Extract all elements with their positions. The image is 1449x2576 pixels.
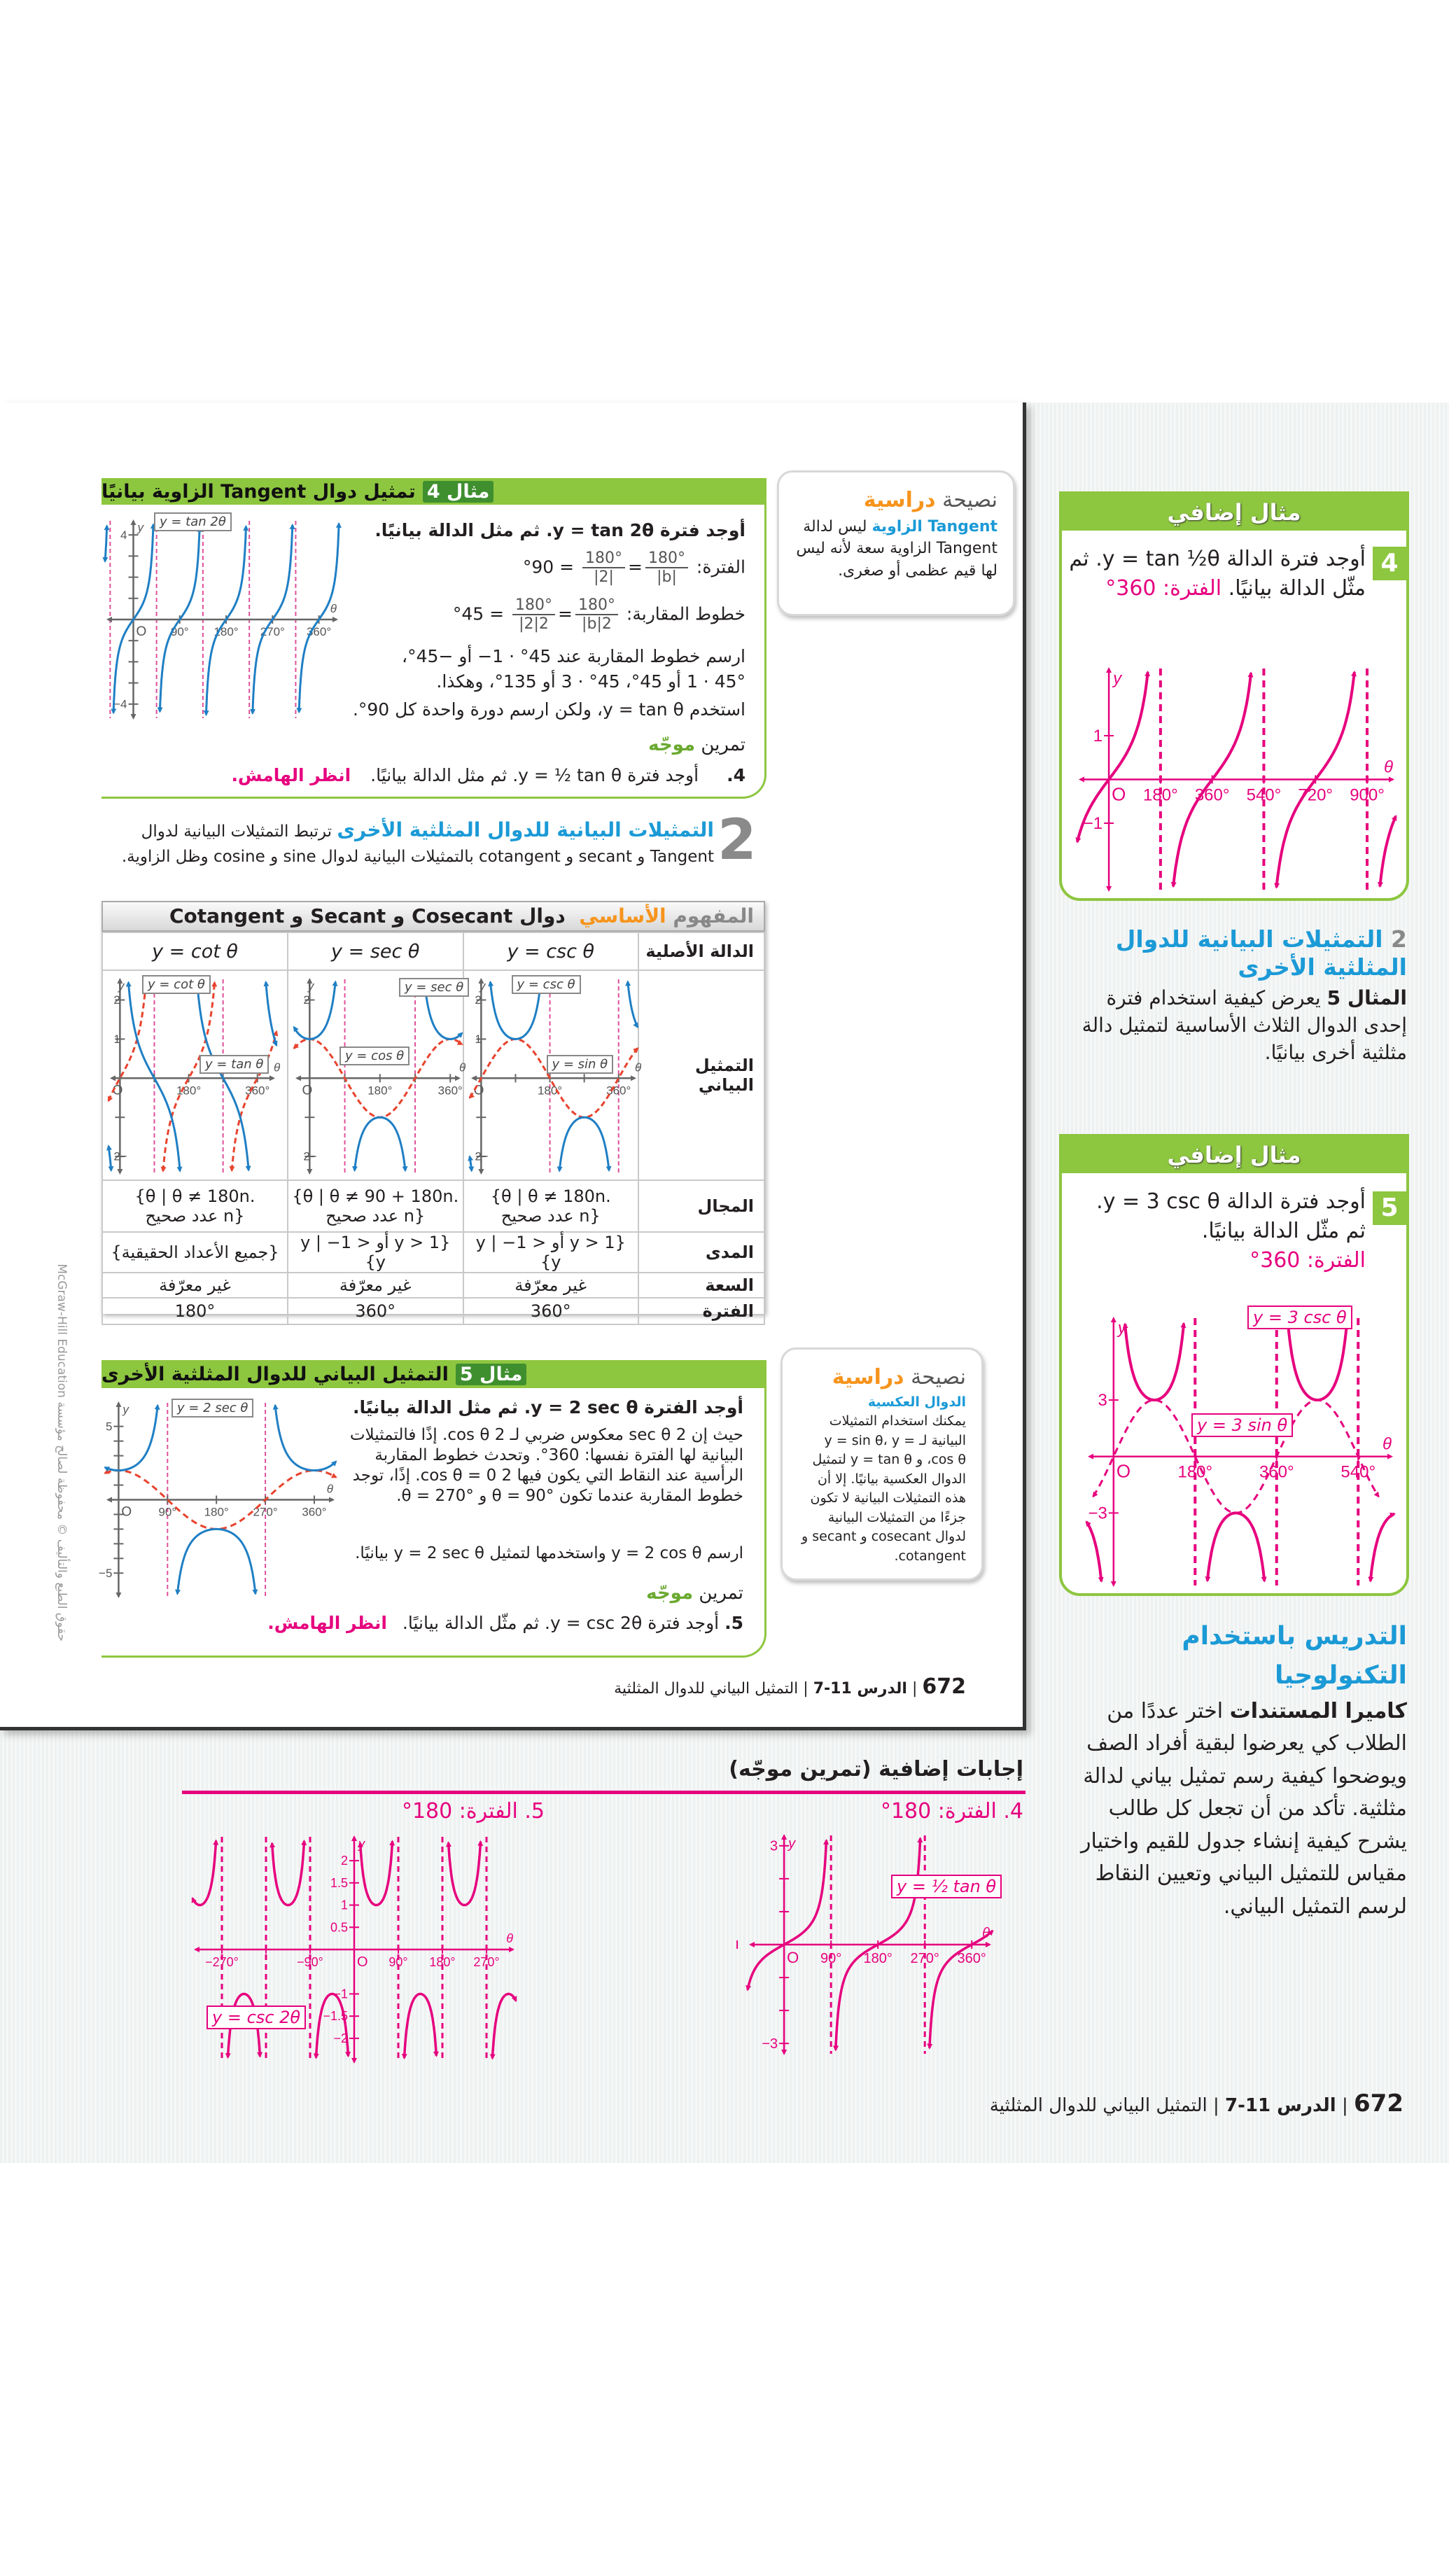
tip-body: يمكنك استخدام التمثيلات البيانية لـ y = sin θ، y = cos θ، و y = tan θ لتمثيل الدوال العكسية بيانيًا. إلا أن هذه التمثيلات البيانية لا تكون جزءًا من التمثيلات البيانية لدوال cosecant و secant و cotangent. xyxy=(802,1413,966,1564)
graph-canvas xyxy=(1086,1315,1394,1588)
tech-body: اختر عددًا من الطلاب كي يعرضوا لبقية أفراد الصف ويوضحوا كيفية رسم تمثيل بياني لدالة مثلثية. تأكد من أن تجعل كل طالب يشرح كيفية إنشاء جدول للقيم واختيار مقياس للتمثيل البياني وتعيين النقاط لرسم التمثيل البياني. xyxy=(1081,1698,1407,1919)
cell-range: {y > 1 أو y | −1 > y} xyxy=(463,1232,639,1273)
see-margin-link[interactable]: انظر الهامش. xyxy=(267,1613,387,1633)
lesson-number: الدرس 11-7 xyxy=(813,1680,907,1698)
y-tick-label: 1 xyxy=(113,1032,120,1046)
x-tick-label: 360° xyxy=(302,1505,327,1519)
function-label: y = cot θ xyxy=(142,975,211,994)
y-tick-label: −2 xyxy=(113,1149,127,1163)
tech-subtitle: كاميرا المستندات xyxy=(1229,1698,1407,1723)
tech-title: التدريس باستخدام التكنولوجيا xyxy=(1182,1622,1407,1690)
x-axis-label: θ xyxy=(459,1060,466,1074)
y-tick-label: 1 xyxy=(1093,727,1103,746)
page-number: 672 xyxy=(922,1674,966,1699)
x-tick-label: 270° xyxy=(260,625,285,638)
study-tip-2 xyxy=(780,1348,983,1581)
draw-text-1: ارسم خطوط المقاربة عند 45° · 1− أو −45°، xyxy=(402,646,746,666)
y-axis-label: y xyxy=(1113,669,1122,688)
guided-item-5: 5. أوجد فترة y = csc 2θ. ثم مثّل الدالة بيانيًا. انظر الهامش. xyxy=(267,1613,743,1633)
function-label: y = tan θ xyxy=(200,1055,269,1074)
row-label: المدى xyxy=(638,1232,764,1273)
cell-amplitude: غير معرّفة xyxy=(288,1273,463,1298)
csc-2theta-curve xyxy=(449,1842,481,1905)
answer: الفترة: 360° xyxy=(1105,576,1222,601)
example-badge: 4 xyxy=(1373,547,1406,580)
y-axis-label: y xyxy=(358,1837,365,1851)
example-prompt: أوجد فترة y = tan 2θ. ثم مثل الدالة بيانيًا. xyxy=(374,520,746,540)
x-tick-label: 180° xyxy=(214,625,239,638)
graph-canvas xyxy=(748,1833,993,2057)
origin-label: O xyxy=(787,1949,799,1966)
tip-title: نصيحة دراسية xyxy=(832,1365,966,1390)
example-label: مثال 5 xyxy=(456,1364,527,1385)
see-margin-link[interactable]: انظر الهامش. xyxy=(231,765,351,785)
y-tick-label: −3 xyxy=(1088,1504,1107,1523)
answer-5: 5. الفترة: 180° xyxy=(401,1799,545,1823)
answer-4: 4. الفترة: 180° xyxy=(880,1799,1023,1823)
y-tick-label: 1 xyxy=(340,1898,348,1912)
example-title: التمثيل البياني للدوال المثلثية الأخرى xyxy=(102,1363,449,1385)
asymptote-result: = 45° xyxy=(452,603,505,624)
x-tick-label: 90° xyxy=(170,625,189,638)
example-5-body xyxy=(0,0,743,1652)
x-tick-label: 360° xyxy=(1259,1462,1294,1482)
function-label: y = 3 csc θ xyxy=(1247,1306,1352,1329)
3-csc-curve xyxy=(1288,1324,1347,1400)
function-label: y = csc 2θ xyxy=(206,2005,306,2029)
key-concept-header: المفهوم الأساسي دوال Cosecant و Secant و Cotangent xyxy=(102,901,765,932)
teaching-with-technology xyxy=(1078,1617,1407,1923)
x-axis-label: θ xyxy=(634,1060,641,1074)
csc-2theta-curve xyxy=(492,1994,516,2059)
origin-label: O xyxy=(112,1083,123,1098)
x-tick-label: 360° xyxy=(1194,785,1230,805)
x-tick-label: 90° xyxy=(158,1505,177,1519)
graph-3-csc xyxy=(1086,1308,1394,1588)
x-tick-label: 540° xyxy=(1246,785,1282,805)
cell-amplitude: غير معرّفة xyxy=(463,1273,639,1298)
guided-item-4: 4.أوجد فترة y = ½ tan θ. ثم مثل الدالة بيانيًا. انظر الهامش. xyxy=(231,765,746,785)
additional-answers-title: إجابات إضافية (تمرين موجّه) xyxy=(729,1757,1023,1782)
y-tick-label: 5 xyxy=(105,1420,113,1434)
cell-range: {y > 1 أو y | −1 > y} xyxy=(288,1232,463,1273)
x-tick-label: 90° xyxy=(820,1951,842,1966)
origin-label: O xyxy=(473,1083,484,1098)
y-tick-label: −2 xyxy=(333,2031,348,2045)
x-axis-label: θ xyxy=(982,1926,990,1941)
y-axis-label: y xyxy=(307,979,314,993)
asymptote-formula: خطوط المقاربة: $\frac{180^\circ}{2|b|}$ = $\frac{180^\circ}{2|2|}$ = 45° xyxy=(452,596,746,634)
3-csc-curve xyxy=(1086,1522,1101,1581)
section-title: التمثيلات البيانية للدوال المثلثية الأخرى xyxy=(337,818,714,841)
y-tick-label: 4 xyxy=(120,528,127,542)
section-number: 2 xyxy=(718,807,757,872)
y-tick-label: 1.5 xyxy=(330,1875,348,1890)
graph-canvas xyxy=(1077,666,1396,893)
function-label: y = sec θ xyxy=(399,978,469,997)
extra-example-5 xyxy=(1059,1134,1409,1596)
x-tick-label: 180° xyxy=(176,1084,202,1098)
y-tick-label: 0.5 xyxy=(330,1920,348,1935)
x-tick-label: 360° xyxy=(438,1084,463,1098)
period-formula: الفترة: $\frac{180^\circ}{|b|}$ = $\frac{180^\circ}{|2|}$ = 90° xyxy=(522,550,746,587)
cell-range: {جميع الأعداد الحقيقية} xyxy=(102,1232,288,1273)
x-tick-label: −90° xyxy=(297,1955,323,1969)
y-tick-label: 1 xyxy=(474,1032,482,1046)
lesson-number: الدرس 11-7 xyxy=(1225,2095,1336,2116)
3-csc-curve xyxy=(1125,1324,1184,1400)
graph-answer-5 xyxy=(192,1834,516,2065)
x-axis-label: θ xyxy=(1382,1434,1392,1454)
y-axis-label: y xyxy=(479,979,485,993)
x-tick-label: 270° xyxy=(473,1955,500,1969)
row-label: الدالة الأصلية xyxy=(638,932,764,970)
y-tick-label: −5 xyxy=(99,1566,113,1580)
lesson-title: التمثيل البياني للدوال المثلثية xyxy=(989,2095,1208,2116)
function-label: y = 2 sec θ xyxy=(172,1399,253,1418)
function-label: y = cos θ xyxy=(340,1046,410,1065)
period-label: الفترة: xyxy=(696,556,746,578)
x-tick-label: 270° xyxy=(910,1951,939,1966)
example-paragraph: حيث إن 2 sec θ معكوس ضربي لـ 2 cos θ. إذًا فالتمثيلات البيانية لها الفترة نفسها: 360°. وتحدث خطوط المقاربة الرأسية عند النقاط التي يكون فيها 2 cos θ = 0. إذًا، توجد خطوط المقاربة عندما تكون θ = 90° و θ = 270°. xyxy=(349,1426,743,1505)
y-tick-label: 2 xyxy=(113,993,120,1007)
x-tick-label: 180° xyxy=(537,1084,562,1098)
y-tick-label: −2 xyxy=(474,1149,489,1163)
fraction: $\frac{180^\circ}{2|2|}$ xyxy=(512,596,555,634)
y-axis-label: y xyxy=(122,1403,129,1416)
margin-section-2-body: المثال 5 يعرض كيفية استخدام فترة إحدى الدوال الثلاث الأساسية لتمثيل دالة مثلثية أخرى بيانيًا. xyxy=(1082,986,1407,1064)
margin-section-2-title: 2 التمثيلات البيانية للدوال المثلثية الأخرى xyxy=(1115,925,1407,981)
function-label: y = ½ tan θ xyxy=(891,1875,1002,1898)
tip-title: نصيحة دراسية xyxy=(863,488,997,512)
x-axis-label: θ xyxy=(326,1482,333,1496)
y-tick-label: 3 xyxy=(1098,1391,1107,1410)
tip-subtitle: Tangent الزاوية xyxy=(872,517,997,536)
x-axis-label: θ xyxy=(506,1931,513,1945)
3-csc-curve xyxy=(1371,1514,1394,1581)
y-tick-label: −1 xyxy=(1083,814,1103,833)
draw-text: ارسم y = 2 cos θ واستخدمها لتمثيل y = 2 sec θ بيانيًا. xyxy=(355,1544,743,1562)
x-tick-label: 90° xyxy=(388,1955,408,1969)
x-tick-label: 180° xyxy=(368,1084,393,1098)
y-tick-label: −1.5 xyxy=(323,2009,348,2024)
extra-example-text: أوجد فترة الدالة y = 3 csc θ. ثم مثّل الدالة بيانيًا. الفترة: 360° xyxy=(1065,1187,1366,1275)
origin-label: O xyxy=(121,1504,132,1520)
y-tick-label: 2 xyxy=(303,993,310,1007)
y-tick-label: 2 xyxy=(340,1854,348,1868)
cell-domain: .θ | θ ≠ 180n} {n عدد صحيح xyxy=(102,1180,288,1232)
x-tick-label: 180° xyxy=(429,1955,456,1969)
x-tick-label: 180° xyxy=(204,1505,229,1519)
x-tick-label: 720° xyxy=(1298,785,1334,805)
x-tick-label: 540° xyxy=(1340,1462,1376,1482)
function-label: y = 3 sin θ xyxy=(1191,1413,1293,1437)
x-tick-label: 900° xyxy=(1350,785,1385,805)
x-tick-label: 360° xyxy=(957,1951,986,1966)
graph-answer-4 xyxy=(748,1833,997,2057)
lesson-title: التمثيل البياني للدوال المثلثية xyxy=(614,1680,799,1698)
fraction: $\frac{180^\circ}{|2|}$ xyxy=(582,550,625,587)
page-number: 672 xyxy=(1354,2090,1404,2118)
example-badge: 5 xyxy=(1373,1191,1406,1225)
origin-label: O xyxy=(357,1954,368,1970)
x-axis-label: θ xyxy=(330,602,337,615)
inner-page-footer: 672 | الدرس 11-7 | التمثيل البياني للدوال المثلثية xyxy=(614,1674,966,1699)
tip-subtitle: الدوال العكسية xyxy=(867,1394,966,1410)
function-label: y = csc θ xyxy=(512,975,581,994)
csc-2theta-curve xyxy=(272,1841,304,1905)
extra-example-4 xyxy=(1059,491,1409,901)
x-tick-label: 360° xyxy=(306,625,332,638)
fraction: $\frac{180^\circ}{|b|}$ xyxy=(645,550,688,587)
x-tick-label: 360° xyxy=(606,1084,631,1098)
cell-function: y = cot θ xyxy=(102,932,288,970)
x-tick-label: 270° xyxy=(253,1505,278,1519)
x-axis-label: θ xyxy=(274,1060,281,1074)
half-tan-curve xyxy=(748,1840,827,1990)
y-axis-label: y xyxy=(1117,1319,1126,1338)
example-label: مثال 4 xyxy=(423,481,494,503)
answers-divider xyxy=(182,1791,1026,1794)
study-tip-1 xyxy=(777,470,1015,616)
graph-canvas xyxy=(192,1834,516,2065)
origin-label: O xyxy=(1116,1460,1131,1482)
function-label: y = sin θ xyxy=(547,1055,614,1074)
use-text: استخدم y = tan θ، ولكن ارسم دورة واحدة كل 90°. xyxy=(352,699,746,720)
margin-section-2 xyxy=(1060,925,1407,1066)
y-axis-label: y xyxy=(788,1836,796,1851)
tan-half-theta-curve xyxy=(1380,816,1396,886)
csc-2theta-curve xyxy=(192,1841,216,1905)
asymptote-label: خطوط المقاربة: xyxy=(626,603,746,624)
csc-2theta-curve xyxy=(360,1841,393,1905)
csc-2theta-curve xyxy=(316,1994,349,2058)
tip-body: ليس لدالة Tangent الزاوية سعة لأنه ليس لها قيم عظمى أو صغرى. xyxy=(796,517,997,580)
answer: الفترة: 360° xyxy=(1250,1248,1366,1273)
cell-amplitude: غير معرّفة xyxy=(102,1273,288,1298)
row-label: التمثيل البياني xyxy=(638,970,764,1180)
y-tick-label: −3 xyxy=(762,2036,778,2052)
x-tick-label: −270° xyxy=(205,1955,239,1969)
x-tick-label: 360° xyxy=(245,1084,270,1098)
x-axis-label: θ xyxy=(1383,757,1393,777)
page-footer: 672 | الدرس 11-7 | التمثيل البياني للدوال المثلثية xyxy=(989,2090,1404,2118)
graph-tan-half-theta xyxy=(1077,666,1396,893)
y-tick-label: −4 xyxy=(113,697,127,711)
half-tan-curve xyxy=(930,1931,993,2047)
function-label: y = tan 2θ xyxy=(154,512,232,531)
x-tick-label: 180° xyxy=(1143,785,1178,805)
y-tick-label: −1 xyxy=(333,1987,348,2001)
cell-function: y = sec θ xyxy=(288,932,463,970)
section-body: ترتبط التمثيلات البيانية لدوال Tangent و secant و cotangent بالتمثيلات البيانية لدوال sine و cosine وظل الزاوية. xyxy=(121,822,714,866)
guided-practice-label: تمرين موجّه xyxy=(646,1583,743,1604)
origin-label: O xyxy=(136,624,147,639)
cell-period: 180° xyxy=(102,1298,288,1324)
row-label: الفترة xyxy=(638,1298,764,1324)
extra-example-header: مثال إضافي xyxy=(1062,1137,1406,1173)
cell-period: 360° xyxy=(463,1298,639,1324)
x-tick-label: 180° xyxy=(1177,1462,1213,1482)
cell-period: 360° xyxy=(288,1298,463,1324)
x-tick-label: 180° xyxy=(863,1951,892,1966)
cell-domain: .θ | θ ≠ 90 + 180n} {n عدد صحيح xyxy=(288,1180,463,1232)
example-title: تمثيل دوال Tangent الزاوية بيانيًا xyxy=(102,480,416,503)
row-label: السعة xyxy=(638,1273,764,1298)
cell-domain: .θ | θ ≠ 180n} {n عدد صحيح xyxy=(463,1180,639,1232)
csc-2theta-curve xyxy=(405,1994,437,2059)
guided-practice-label: تمرين موجّه xyxy=(648,734,746,755)
y-tick-label: 2 xyxy=(474,993,482,1007)
origin-label: O xyxy=(302,1083,313,1098)
3-csc-curve xyxy=(1208,1513,1265,1581)
fraction: $\frac{180^\circ}{2|b|}$ xyxy=(575,596,618,634)
copyright-text: حقوق الطبع والتأليف © محفوظة لصالح مؤسسة McGraw-Hill Education xyxy=(55,1264,69,1642)
row-label: المجال xyxy=(638,1180,764,1232)
extra-example-header: مثال إضافي xyxy=(1062,494,1406,531)
example-prompt: أوجد الفترة y = 2 sec θ. ثم مثل الدالة بيانيًا. xyxy=(352,1397,743,1418)
draw-text-2: 45° · 1 أو 45°، 45° · 3 أو 135°، وهكذا. xyxy=(436,671,746,692)
y-axis-label: y xyxy=(118,979,125,993)
extra-example-text: أوجد فترة الدالة y = tan ½θ. ثم مثّل الدالة بيانيًا. الفترة: 360° xyxy=(1069,547,1366,601)
y-tick-label: −2 xyxy=(303,1149,317,1163)
origin-label: O xyxy=(1112,783,1126,805)
period-result: = 90° xyxy=(522,556,575,578)
y-tick-label: 3 xyxy=(770,1838,778,1854)
cell-function: y = csc θ xyxy=(463,932,639,970)
y-axis-label: y xyxy=(137,521,144,534)
